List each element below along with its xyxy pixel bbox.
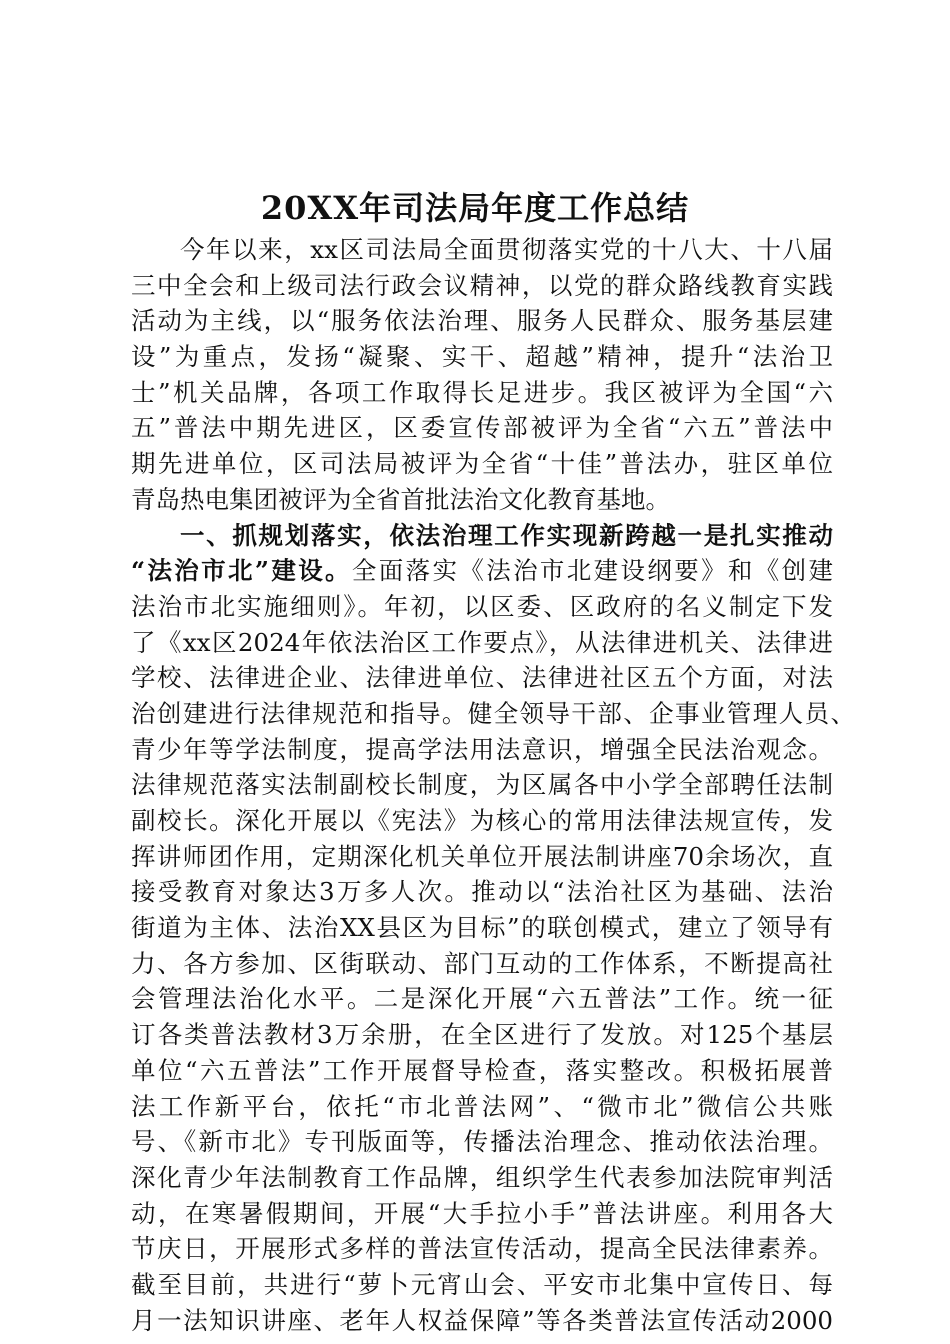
text-line: 设”为重点，发扬“凝聚、实干、超越”精神，提升“法治卫 — [131, 342, 833, 372]
subsection-heading: “法治市北”建设。 — [131, 556, 352, 586]
text-line: 截至目前，共进行“萝卜元宵山会、平安市北集中宣传日、每 — [131, 1269, 833, 1299]
text-line: 活动为主线，以“服务依法治理、服务人民群众、服务基层建 — [131, 306, 833, 336]
text-line: 学校、法律进企业、法律进单位、法律进社区五个方面，对法 — [131, 663, 833, 693]
text-line: 了《xx区2024年依法治区工作要点》，从法律进机关、法律进 — [131, 627, 833, 657]
text-line: 接受教育对象达3万多人次。推动以“法治社区为基础、法治 — [131, 877, 833, 907]
text-line: 今年以来，xx区司法局全面贯彻落实党的十八大、十八届 — [180, 235, 833, 264]
text-line: 士”机关品牌，各项工作取得长足进步。我区被评为全国“六 — [131, 377, 833, 407]
text-line: 动，在寒暑假期间，开展“大手拉小手”普法讲座。利用各大 — [131, 1198, 833, 1228]
text-line: 期先进单位，区司法局被评为全省“十佳”普法办，驻区单位 — [131, 449, 833, 479]
text-line: 月一法知识讲座、老年人权益保障”等各类普法宣传活动2000 — [131, 1305, 833, 1335]
text-line: 力、各方参加、区街联动、部门互动的工作体系，不断提高社 — [131, 948, 833, 978]
text-line: 青少年等学法制度，提高学法用法意识，增强全民法治观念。 — [131, 734, 833, 764]
text-line — [131, 553, 833, 589]
text-line: 会管理法治化水平。二是深化开展“六五普法”工作。统一征 — [131, 984, 833, 1014]
text-line: 三中全会和上级司法行政会议精神，以党的群众路线教育实践 — [131, 270, 833, 300]
text-line: 法律规范落实法制副校长制度，为区属各中小学全部聘任法制 — [131, 770, 833, 800]
text-line: 节庆日，开展形式多样的普法宣传活动，提高全民法律素养。 — [131, 1234, 833, 1264]
text-line: 深化青少年法制教育工作品牌，组织学生代表参加法院审判活 — [131, 1162, 833, 1192]
text-span: 全面落实《法治市北建设纲要》和《创建 — [351, 556, 834, 586]
text-line: 订各类普法教材3万余册，在全区进行了发放。对125个基层 — [131, 1020, 833, 1050]
text-line: 号、《新市北》专刊版面等，传播法治理念、推动依法治理。 — [131, 1127, 833, 1157]
text-line: 五”普法中期先进区，区委宣传部被评为全省“六五”普法中 — [131, 413, 833, 443]
text-line: 青岛热电集团被评为全省首批法治文化教育基地。 — [131, 484, 670, 514]
text-line: 治创建进行法律规范和指导。健全领导干部、企事业管理人员、 — [131, 698, 855, 728]
document-body — [131, 232, 855, 1338]
text-line: 法治市北实施细则》。年初，以区委、区政府的名义制定下发 — [131, 591, 833, 621]
paragraph-intro — [131, 232, 833, 518]
text-line: 法工作新平台，依托“市北普法网”、“微市北”微信公共账 — [131, 1091, 833, 1121]
text-line: 街道为主体、法治XX县区为目标”的联创模式，建立了领导有 — [131, 913, 833, 943]
text-line: 挥讲师团作用，定期深化机关单位开展法制讲座70余场次，直 — [131, 841, 833, 871]
section-heading: 一、抓规划落实，依法治理工作实现新跨越一是扎实推动 — [180, 520, 833, 550]
text-line: 副校长。深化开展以《宪法》为核心的常用法律法规宣传，发 — [131, 806, 833, 835]
document-title: 20XX年司法局年度工作总结 — [260, 189, 690, 227]
paragraph-section-one — [131, 518, 855, 1339]
text-line: 单位“六五普法”工作开展督导检查，落实整改。积极拓展普 — [131, 1055, 833, 1085]
